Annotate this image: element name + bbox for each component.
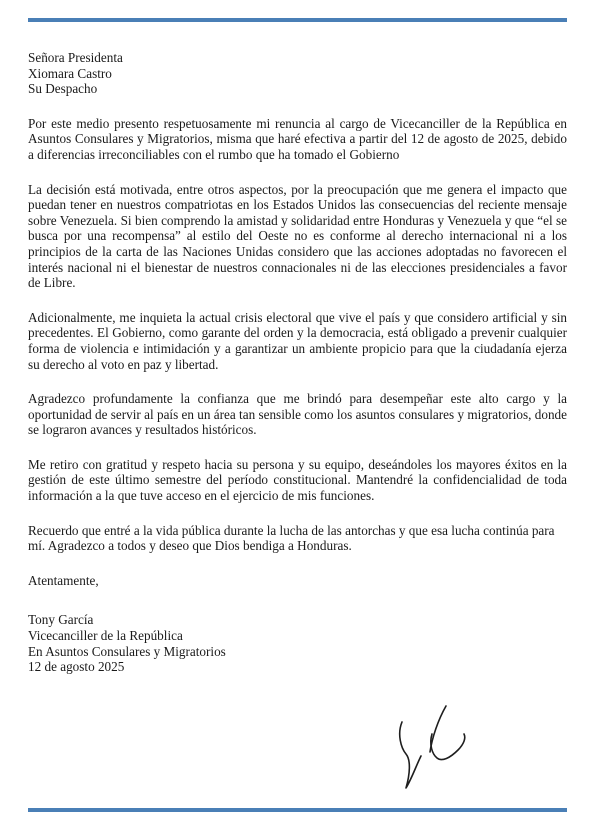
paragraph-gratitude: Agradezco profundamente la confianza que me brindó para desempeñar este alto cargo y la oportunidad de servir al país en un área tan sensible como los asuntos consulares y migratorios, donde se lograron avances y resultados históricos. [28,391,567,438]
signer-department: En Asuntos Consulares y Migratorios [28,643,226,659]
addressee-title: Señora Presidenta [28,50,123,65]
addressee-name: Xiomara Castro [28,65,112,81]
paragraph-closing-remarks: Recuerdo que entré a la vida pública durante la lucha de las antorchas y que esa lucha continúa para mí. Agradezco a todos y deseo que Dios bendiga a Honduras. [28,522,555,554]
letter-body [28,50,567,675]
signature-block [28,612,567,674]
paragraph-resignation: Por este medio presento respetuosamente mi renuncia al cargo de Vicecanciller de la República en Asuntos Consulares y Migratorios, misma que haré efectiva a partir del 12 de agosto de 2025, debido a diferencias irreconciliables con el rumbo que ha tomado el Gobierno [28,115,567,162]
signer-title: Vicecanciller de la República [28,628,183,644]
footer-rule [28,808,567,812]
addressee-office: Su Despacho [28,81,98,97]
closing-salutation: Atentamente, [28,572,99,588]
handwritten-signature [388,704,478,794]
header-rule [28,18,567,22]
signer-name: Tony García [28,612,94,628]
paragraph-motivation: La decisión está motivada, entre otros aspectos, por la preocupación que me genera el impacto que puedan tener en nuestros compatriotas en los Estados Unidos las consecuencias del reciente mensaje sobre Venezuela. Si bien comprendo la amistad y solidaridad entre Honduras y Venezuela y que “el se busca por una recompensa” al estilo del Oeste no es conforme al derecho internacional ni a los principios de la carta de las Naciones Unidas considero que las acciones adoptadas no favorecen el interés nacional ni el bienestar de nuestros connacionales ni de las elecciones presidenciales a favor de Libre. [28,181,567,291]
paragraph-farewell: Me retiro con gratitud y respeto hacia su persona y su equipo, deseándoles los mayores éxitos en la gestión de este último semestre del período constitucional. Mantendré la confidencialidad de toda información a la que tuve acceso en el ejercicio de mis funciones. [28,456,567,504]
signature-date: 12 de agosto 2025 [28,659,125,675]
addressee-block [28,50,567,97]
paragraph-electoral-crisis: Adicionalmente, me inquieta la actual crisis electoral que vive el país y que considero artificial y sin precedentes. El Gobierno, como garante del orden y la democracia, está obligado a prevenir cualquier forma de violencia e intimidación y a garantizar un ambiente propicio para que la ciudadanía ejerza su derecho al voto en paz y libertad. [28,309,567,372]
